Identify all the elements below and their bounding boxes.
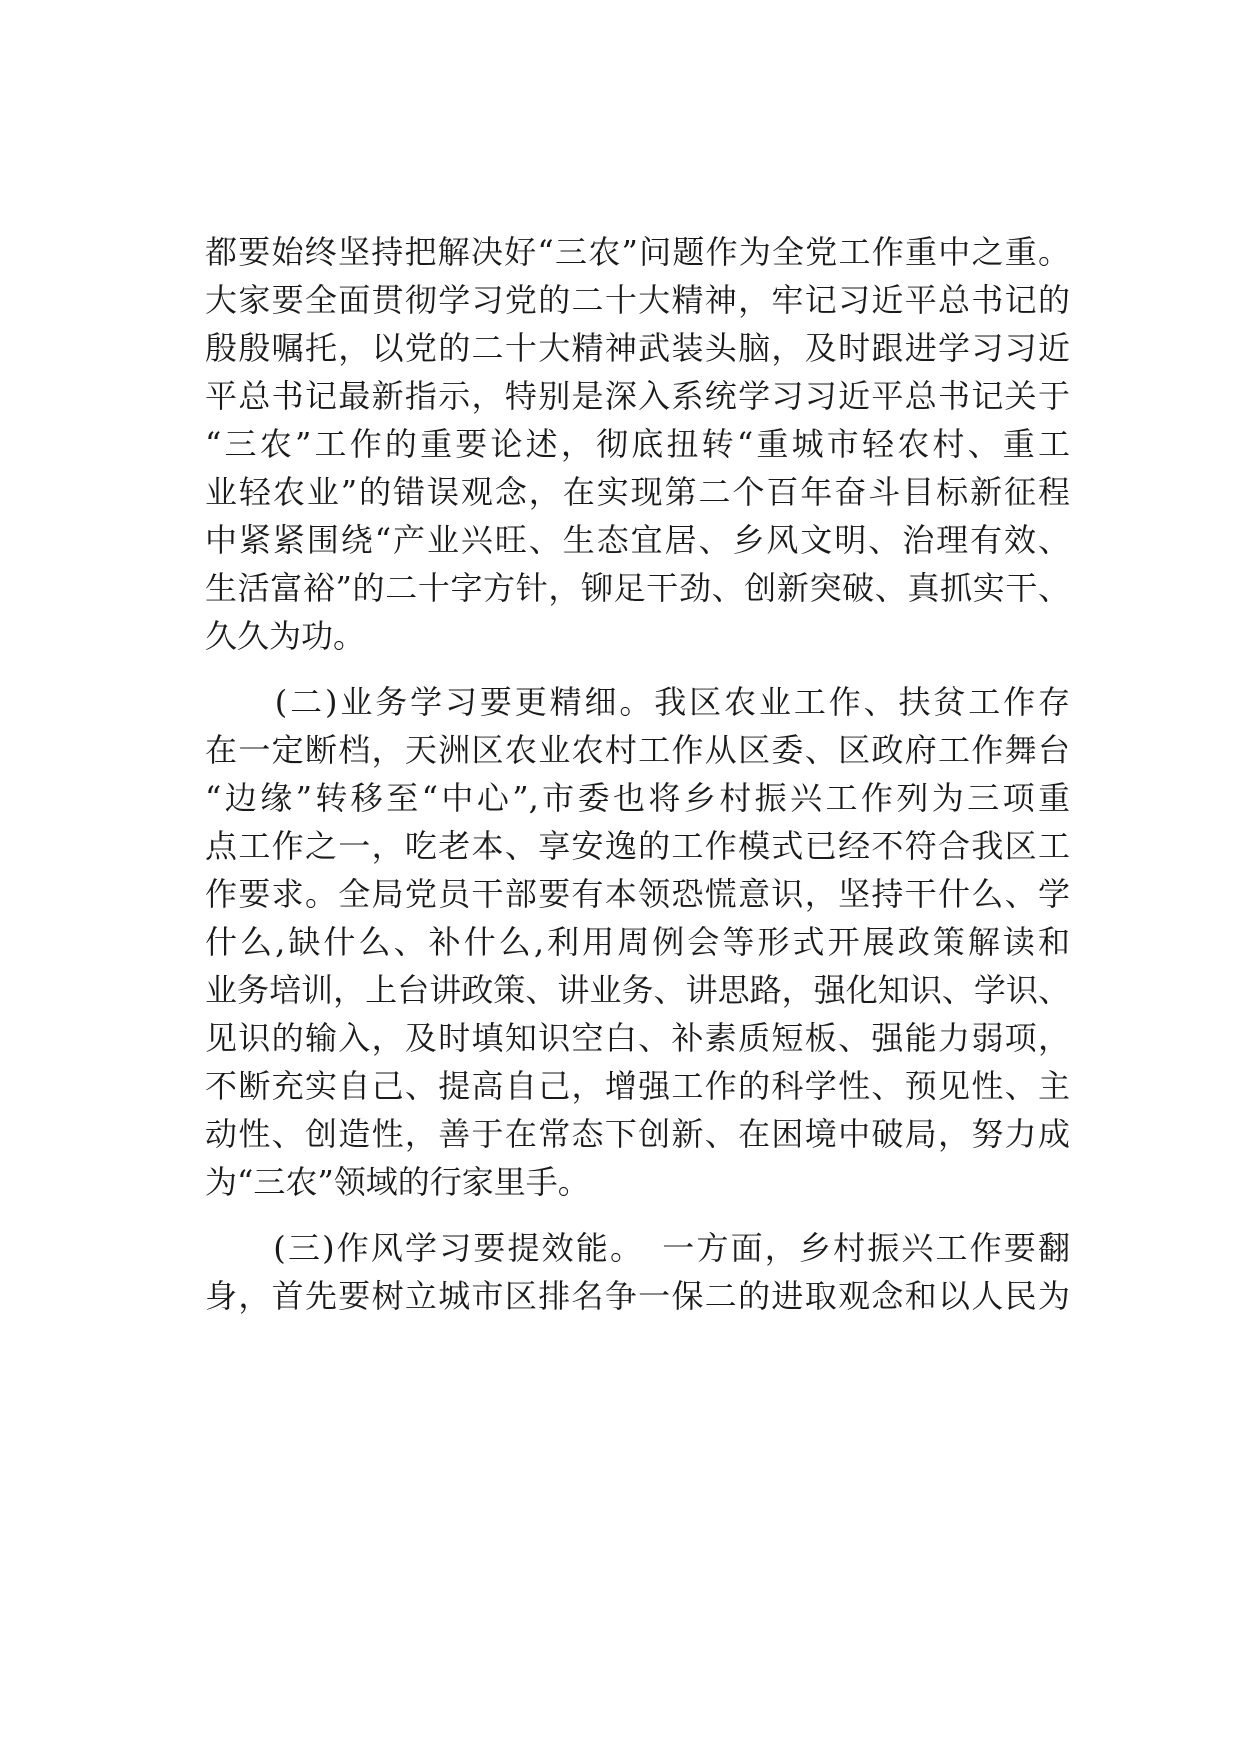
text-line: 点工作之一，吃老本、享安逸的工作模式已经不符合我区工 xyxy=(205,827,1070,865)
text-line: 身，首先要树立城市区排名争一保二的进取观念和以人民为 xyxy=(205,1277,1070,1315)
text-line: “三农”工作的重要论述，彻底扭转“重城市轻农村、重工 xyxy=(205,425,1070,463)
text-line: 中紧紧围绕“产业兴旺、生态宜居、乡风文明、治理有效、 xyxy=(205,521,1070,559)
text-line: 殷殷嘱托，以党的二十大精神武装头脑，及时跟进学习习近 xyxy=(205,329,1070,367)
text-line: 见识的输入，及时填知识空白、补素质短板、强能力弱项， xyxy=(205,1019,1070,1057)
text-line: 生活富裕”的二十字方针，铆足干劲、创新突破、真抓实干、 xyxy=(205,569,1070,607)
text-line: “边缘”转移至“中心”,市委也将乡村振兴工作列为三项重 xyxy=(205,779,1070,817)
text-line: 在一定断档，天洲区农业农村工作从区委、区政府工作舞台 xyxy=(205,731,1070,769)
text-line: 作要求。全局党员干部要有本领恐慌意识，坚持干什么、学 xyxy=(205,875,1070,913)
text-line: 平总书记最新指示，特别是深入系统学习习近平总书记关于 xyxy=(205,377,1070,415)
text-line: 不断充实自己、提高自己，增强工作的科学性、预见性、主 xyxy=(205,1067,1070,1105)
text-line: 什么,缺什么、补什么,利用周例会等形式开展政策解读和 xyxy=(205,923,1070,961)
text-line: 业务培训，上台讲政策、讲业务、讲思路，强化知识、学识、 xyxy=(205,971,1070,1009)
text-line: (二)业务学习要更精细。我区农业工作、扶贫工作存 xyxy=(205,683,1070,721)
paragraph-3 xyxy=(205,1224,1070,1320)
paragraph-2 xyxy=(205,678,1070,1206)
paragraph-1 xyxy=(205,228,1070,660)
text-line: 大家要全面贯彻学习党的二十大精神，牢记习近平总书记的 xyxy=(205,281,1070,319)
text-line: 业轻农业”的错误观念，在实现第二个百年奋斗目标新征程 xyxy=(205,473,1070,511)
text-line: (三)作风学习要提效能。 一方面，乡村振兴工作要翻 xyxy=(205,1229,1070,1267)
text-line: 动性、创造性，善于在常态下创新、在困境中破局，努力成 xyxy=(205,1115,1070,1153)
text-line: 为“三农”领域的行家里手。 xyxy=(205,1163,590,1201)
document-body xyxy=(205,228,1070,1320)
text-line: 久久为功。 xyxy=(205,617,366,655)
text-line: 都要始终坚持把解决好“三农”问题作为全党工作重中之重。 xyxy=(205,233,1070,271)
